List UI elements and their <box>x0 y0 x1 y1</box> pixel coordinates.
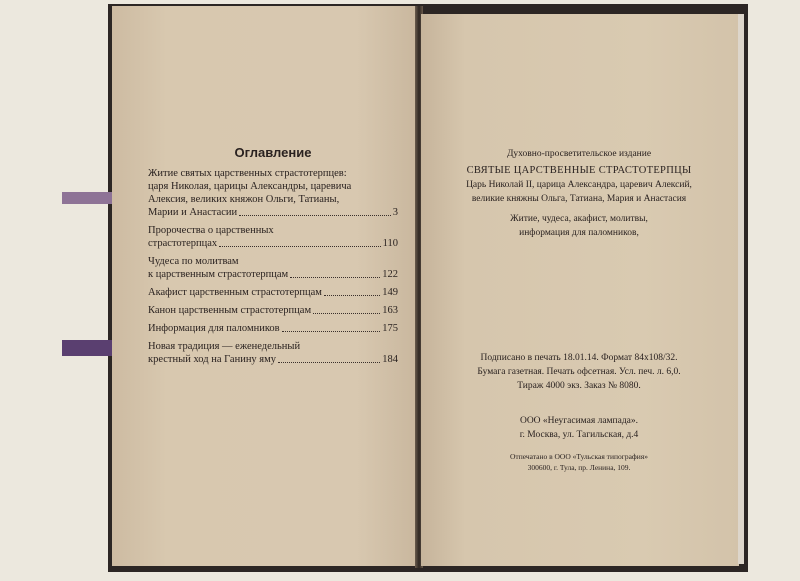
toc-entry-title: Акафист царственным страстотерпцам <box>148 287 322 298</box>
toc-entry <box>148 304 398 317</box>
toc-page-number: 110 <box>382 238 398 249</box>
toc-entry-line: Новая традиция — еженедельный <box>148 341 301 352</box>
right-page <box>421 14 739 566</box>
toc-page-number: 175 <box>382 323 398 334</box>
toc-entry <box>148 322 398 335</box>
toc-entry-final-line <box>148 322 398 335</box>
toc-entry-title: Канон царственным страстотерпцам <box>148 305 312 316</box>
toc-entry <box>148 224 398 250</box>
toc-entry-final-line <box>148 353 398 366</box>
toc-entry-line: Алексия, великих княжон Ольги, Татианы, <box>148 194 340 205</box>
left-page <box>112 6 417 566</box>
bookmark-tab-bottom <box>62 340 114 356</box>
print-details: Тираж 4000 экз. Заказ № 8080. <box>517 381 641 391</box>
printer-address: 300600, г. Тула, пр. Ленина, 109. <box>527 463 631 472</box>
toc-entry-line: Пророчества о царственных <box>148 225 274 236</box>
toc-leader-dots <box>219 246 380 247</box>
toc-leader-dots <box>239 215 391 216</box>
toc-heading: Оглавление <box>234 145 312 160</box>
toc-entry-line: Чудеса по молитвам <box>148 256 239 267</box>
book-title: СВЯТЫЕ ЦАРСТВЕННЫЕ СТРАСТОТЕРПЦЫ <box>466 165 692 176</box>
book-subtitle-line: великие княжны Ольга, Татиана, Мария и Анастасия <box>471 194 687 204</box>
print-details: Бумага газетная. Печать офсетная. Усл. печ. л. 6,0. <box>477 367 681 377</box>
page-edges <box>738 14 744 564</box>
toc-leader-dots <box>278 362 380 363</box>
publication-type: Духовно-просветительское издание <box>506 149 652 159</box>
book-subtitle-line: Царь Николай II, царица Александра, царевич Алексий, <box>466 180 692 190</box>
contents-note: Житие, чудеса, акафист, молитвы, <box>510 214 648 224</box>
toc-entry <box>148 255 398 281</box>
toc-entry-final-line <box>148 237 398 250</box>
toc-page-number: 149 <box>382 287 398 298</box>
toc-page-number: 122 <box>382 269 398 280</box>
toc-page-number: 163 <box>382 305 398 316</box>
publisher-name: ООО «Неугасимая лампада». <box>519 416 639 426</box>
bookmark-tab-top <box>62 192 114 204</box>
toc-page-number: 3 <box>392 207 398 218</box>
toc-entry-line: царя Николая, царицы Александры, царевича <box>148 181 352 192</box>
publisher-address: г. Москва, ул. Тагильская, д.4 <box>519 430 639 440</box>
toc-entry-title: Информация для паломников <box>148 323 280 334</box>
toc-entries <box>148 167 398 366</box>
table-of-contents <box>148 146 398 371</box>
toc-page-number: 184 <box>382 354 398 365</box>
toc-entry-title: к царственным страстотерпцам <box>148 269 289 280</box>
toc-entry-final-line <box>148 304 398 317</box>
toc-entry-title: страстотерпцах <box>148 238 218 249</box>
printer-name: Отпечатано в ООО «Тульская типография» <box>510 452 648 461</box>
toc-entry <box>148 286 398 299</box>
toc-entry-final-line <box>148 268 398 281</box>
toc-leader-dots <box>282 331 381 332</box>
toc-entry-line: Житие святых царственных страстотерпцев: <box>148 168 347 179</box>
toc-leader-dots <box>313 313 380 314</box>
print-details: Подписано в печать 18.01.14. Формат 84x108/32. <box>480 353 678 363</box>
toc-leader-dots <box>290 277 380 278</box>
toc-leader-dots <box>324 295 380 296</box>
toc-entry-final-line <box>148 206 398 219</box>
toc-entry-final-line <box>148 286 398 299</box>
toc-entry-title: крестный ход на Ганину яму <box>148 354 277 365</box>
toc-entry <box>148 167 398 219</box>
toc-entry <box>148 340 398 366</box>
contents-note: информация для паломников, <box>519 228 639 238</box>
toc-entry-title: Марии и Анастасии <box>148 207 238 218</box>
